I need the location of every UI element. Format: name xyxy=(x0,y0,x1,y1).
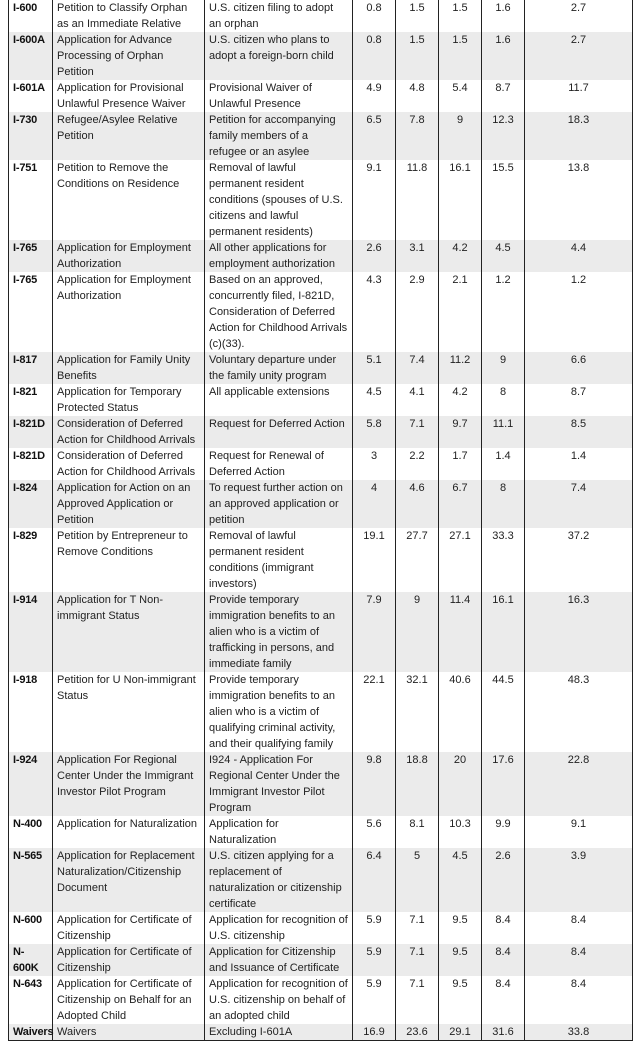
value-cell: 2.7 xyxy=(525,0,633,32)
form-title: Application for Certificate of Citizenship xyxy=(53,944,205,976)
value-cell: 9.8 xyxy=(353,752,396,816)
value-cell: 1.5 xyxy=(439,32,482,80)
value-cell: 5 xyxy=(396,848,439,912)
value-cell: 33.8 xyxy=(525,1024,633,1041)
value-cell: 1.4 xyxy=(525,448,633,480)
form-description: Removal of lawful permanent resident conditions (immigrant investors) xyxy=(205,528,353,592)
value-cell: 20 xyxy=(439,752,482,816)
form-title: Application for Certificate of Citizenship xyxy=(53,912,205,944)
value-cell: 16.1 xyxy=(439,160,482,240)
form-number: I-821 xyxy=(9,384,53,416)
table-row xyxy=(9,1024,633,1041)
form-description: Excluding I-601A xyxy=(205,1024,353,1041)
form-number: I-601A xyxy=(9,80,53,112)
value-cell: 1.6 xyxy=(482,32,525,80)
value-cell: 22.1 xyxy=(353,672,396,752)
form-number: I-600A xyxy=(9,32,53,80)
value-cell: 4.2 xyxy=(439,240,482,272)
form-number: I-829 xyxy=(9,528,53,592)
value-cell: 8.5 xyxy=(525,416,633,448)
value-cell: 7.1 xyxy=(396,912,439,944)
value-cell: 2.9 xyxy=(396,272,439,352)
form-number: I-765 xyxy=(9,272,53,352)
value-cell: 5.8 xyxy=(353,416,396,448)
form-number: N-565 xyxy=(9,848,53,912)
table-row xyxy=(9,480,633,528)
value-cell: 8.4 xyxy=(525,944,633,976)
value-cell: 29.1 xyxy=(439,1024,482,1041)
form-description: Removal of lawful permanent resident conditions (spouses of U.S. citizens and lawful permanent residents) xyxy=(205,160,353,240)
value-cell: 11.8 xyxy=(396,160,439,240)
form-title: Application For Regional Center Under the Immigrant Investor Pilot Program xyxy=(53,752,205,816)
value-cell: 5.9 xyxy=(353,912,396,944)
table-row xyxy=(9,848,633,912)
value-cell: 7.9 xyxy=(353,592,396,672)
form-description: Request for Renewal of Deferred Action xyxy=(205,448,353,480)
form-number: I-824 xyxy=(9,480,53,528)
value-cell: 8.4 xyxy=(525,976,633,1024)
form-number: I-730 xyxy=(9,112,53,160)
value-cell: 1.2 xyxy=(482,272,525,352)
form-title: Application for Employment Authorization xyxy=(53,272,205,352)
form-number: I-914 xyxy=(9,592,53,672)
value-cell: 33.3 xyxy=(482,528,525,592)
form-number: Waivers xyxy=(9,1024,53,1041)
table-row xyxy=(9,160,633,240)
value-cell: 4 xyxy=(353,480,396,528)
value-cell: 4.5 xyxy=(482,240,525,272)
table-row xyxy=(9,240,633,272)
value-cell: 7.4 xyxy=(525,480,633,528)
value-cell: 4.5 xyxy=(353,384,396,416)
value-cell: 4.2 xyxy=(439,384,482,416)
value-cell: 11.1 xyxy=(482,416,525,448)
form-title: Petition to Classify Orphan as an Immediate Relative xyxy=(53,0,205,32)
value-cell: 2.1 xyxy=(439,272,482,352)
form-description: Voluntary departure under the family unity program xyxy=(205,352,353,384)
value-cell: 4.3 xyxy=(353,272,396,352)
form-description: All applicable extensions xyxy=(205,384,353,416)
form-description: U.S. citizen applying for a replacement of naturalization or citizenship certificate xyxy=(205,848,353,912)
form-number: I-751 xyxy=(9,160,53,240)
form-number: I-918 xyxy=(9,672,53,752)
value-cell: 1.2 xyxy=(525,272,633,352)
form-title: Application for Certificate of Citizenship on Behalf for an Adopted Child xyxy=(53,976,205,1024)
value-cell: 9.1 xyxy=(525,816,633,848)
value-cell: 1.5 xyxy=(396,32,439,80)
value-cell: 1.4 xyxy=(482,448,525,480)
value-cell: 1.5 xyxy=(396,0,439,32)
form-number: N-600K xyxy=(9,944,53,976)
value-cell: 11.7 xyxy=(525,80,633,112)
value-cell: 7.8 xyxy=(396,112,439,160)
value-cell: 8 xyxy=(482,480,525,528)
value-cell: 44.5 xyxy=(482,672,525,752)
value-cell: 16.3 xyxy=(525,592,633,672)
value-cell: 4.8 xyxy=(396,80,439,112)
value-cell: 22.8 xyxy=(525,752,633,816)
table-row xyxy=(9,384,633,416)
table-row xyxy=(9,912,633,944)
value-cell: 16.1 xyxy=(482,592,525,672)
table-row xyxy=(9,272,633,352)
value-cell: 2.7 xyxy=(525,32,633,80)
value-cell: 48.3 xyxy=(525,672,633,752)
form-number: I-600 xyxy=(9,0,53,32)
value-cell: 4.1 xyxy=(396,384,439,416)
table-row xyxy=(9,816,633,848)
form-title: Refugee/Asylee Relative Petition xyxy=(53,112,205,160)
value-cell: 27.1 xyxy=(439,528,482,592)
form-description: Application for recognition of U.S. citizenship on behalf of an adopted child xyxy=(205,976,353,1024)
value-cell: 8.4 xyxy=(482,912,525,944)
form-description: U.S. citizen who plans to adopt a foreign-born child xyxy=(205,32,353,80)
value-cell: 37.2 xyxy=(525,528,633,592)
form-description: To request further action on an approved application or petition xyxy=(205,480,353,528)
value-cell: 6.7 xyxy=(439,480,482,528)
form-description: Request for Deferred Action xyxy=(205,416,353,448)
form-title: Application for Temporary Protected Status xyxy=(53,384,205,416)
table-row xyxy=(9,752,633,816)
form-title: Petition to Remove the Conditions on Residence xyxy=(53,160,205,240)
value-cell: 19.1 xyxy=(353,528,396,592)
value-cell: 9.1 xyxy=(353,160,396,240)
form-description: Provisional Waiver of Unlawful Presence xyxy=(205,80,353,112)
table-row xyxy=(9,592,633,672)
value-cell: 2.6 xyxy=(482,848,525,912)
value-cell: 5.4 xyxy=(439,80,482,112)
value-cell: 0.8 xyxy=(353,0,396,32)
form-description: Application for Naturalization xyxy=(205,816,353,848)
form-title: Consideration of Deferred Action for Childhood Arrivals xyxy=(53,448,205,480)
form-title: Petition by Entrepreneur to Remove Conditions xyxy=(53,528,205,592)
value-cell: 9.5 xyxy=(439,976,482,1024)
form-title: Application for Advance Processing of Orphan Petition xyxy=(53,32,205,80)
value-cell: 8.7 xyxy=(482,80,525,112)
form-title: Application for Action on an Approved Application or Petition xyxy=(53,480,205,528)
value-cell: 2.6 xyxy=(353,240,396,272)
value-cell: 7.1 xyxy=(396,976,439,1024)
form-number: I-924 xyxy=(9,752,53,816)
value-cell: 9.9 xyxy=(482,816,525,848)
form-title: Application for Family Unity Benefits xyxy=(53,352,205,384)
value-cell: 5.9 xyxy=(353,976,396,1024)
value-cell: 18.8 xyxy=(396,752,439,816)
form-title: Application for T Non-immigrant Status xyxy=(53,592,205,672)
form-number: I-765 xyxy=(9,240,53,272)
table-row xyxy=(9,352,633,384)
value-cell: 9 xyxy=(482,352,525,384)
value-cell: 9.5 xyxy=(439,912,482,944)
form-description: Application for Citizenship and Issuance of Certificate xyxy=(205,944,353,976)
form-description: Provide temporary immigration benefits to an alien who is a victim of qualifying criminal activity, and their qualifying family xyxy=(205,672,353,752)
table-row xyxy=(9,416,633,448)
value-cell: 6.4 xyxy=(353,848,396,912)
form-number: I-817 xyxy=(9,352,53,384)
table-row xyxy=(9,32,633,80)
table-row xyxy=(9,528,633,592)
form-number: I-821D xyxy=(9,448,53,480)
value-cell: 8.7 xyxy=(525,384,633,416)
value-cell: 7.1 xyxy=(396,416,439,448)
form-description: Petition for accompanying family members of a refugee or an asylee xyxy=(205,112,353,160)
value-cell: 8.4 xyxy=(482,976,525,1024)
value-cell: 1.5 xyxy=(439,0,482,32)
value-cell: 18.3 xyxy=(525,112,633,160)
value-cell: 8 xyxy=(482,384,525,416)
value-cell: 8.4 xyxy=(482,944,525,976)
value-cell: 11.2 xyxy=(439,352,482,384)
value-cell: 8.1 xyxy=(396,816,439,848)
form-number: N-600 xyxy=(9,912,53,944)
value-cell: 27.7 xyxy=(396,528,439,592)
table-row xyxy=(9,0,633,32)
table-row xyxy=(9,944,633,976)
value-cell: 3 xyxy=(353,448,396,480)
form-description: Provide temporary immigration benefits to an alien who is a victim of trafficking in persons, and immediate family xyxy=(205,592,353,672)
table-row xyxy=(9,112,633,160)
form-title: Application for Naturalization xyxy=(53,816,205,848)
value-cell: 6.5 xyxy=(353,112,396,160)
value-cell: 40.6 xyxy=(439,672,482,752)
form-description: I924 - Application For Regional Center Under the Immigrant Investor Pilot Program xyxy=(205,752,353,816)
form-number: N-643 xyxy=(9,976,53,1024)
value-cell: 8.4 xyxy=(525,912,633,944)
value-cell: 4.5 xyxy=(439,848,482,912)
value-cell: 7.1 xyxy=(396,944,439,976)
value-cell: 3.9 xyxy=(525,848,633,912)
value-cell: 5.1 xyxy=(353,352,396,384)
form-title: Waivers xyxy=(53,1024,205,1041)
form-number: N-400 xyxy=(9,816,53,848)
value-cell: 15.5 xyxy=(482,160,525,240)
value-cell: 10.3 xyxy=(439,816,482,848)
value-cell: 6.6 xyxy=(525,352,633,384)
form-description: All other applications for employment authorization xyxy=(205,240,353,272)
value-cell: 17.6 xyxy=(482,752,525,816)
form-number: I-821D xyxy=(9,416,53,448)
value-cell: 7.4 xyxy=(396,352,439,384)
table-row xyxy=(9,976,633,1024)
value-cell: 23.6 xyxy=(396,1024,439,1041)
value-cell: 1.7 xyxy=(439,448,482,480)
processing-times-table xyxy=(8,0,633,1041)
value-cell: 5.6 xyxy=(353,816,396,848)
value-cell: 4.6 xyxy=(396,480,439,528)
value-cell: 9.5 xyxy=(439,944,482,976)
form-title: Application for Employment Authorization xyxy=(53,240,205,272)
value-cell: 13.8 xyxy=(525,160,633,240)
value-cell: 3.1 xyxy=(396,240,439,272)
value-cell: 16.9 xyxy=(353,1024,396,1041)
form-title: Application for Replacement Naturalization/Citizenship Document xyxy=(53,848,205,912)
value-cell: 4.9 xyxy=(353,80,396,112)
form-title: Petition for U Non-immigrant Status xyxy=(53,672,205,752)
form-title: Application for Provisional Unlawful Presence Waiver xyxy=(53,80,205,112)
table-row xyxy=(9,448,633,480)
form-description: Based on an approved, concurrently filed, I-821D, Consideration of Deferred Action for Childhood Arrivals (c)(33). xyxy=(205,272,353,352)
value-cell: 2.2 xyxy=(396,448,439,480)
form-description: U.S. citizen filing to adopt an orphan xyxy=(205,0,353,32)
value-cell: 0.8 xyxy=(353,32,396,80)
table-row xyxy=(9,80,633,112)
value-cell: 9 xyxy=(396,592,439,672)
form-description: Application for recognition of U.S. citizenship xyxy=(205,912,353,944)
value-cell: 4.4 xyxy=(525,240,633,272)
value-cell: 31.6 xyxy=(482,1024,525,1041)
value-cell: 9 xyxy=(439,112,482,160)
value-cell: 1.6 xyxy=(482,0,525,32)
value-cell: 32.1 xyxy=(396,672,439,752)
value-cell: 9.7 xyxy=(439,416,482,448)
table-row xyxy=(9,672,633,752)
value-cell: 12.3 xyxy=(482,112,525,160)
value-cell: 11.4 xyxy=(439,592,482,672)
value-cell: 5.9 xyxy=(353,944,396,976)
form-title: Consideration of Deferred Action for Childhood Arrivals xyxy=(53,416,205,448)
